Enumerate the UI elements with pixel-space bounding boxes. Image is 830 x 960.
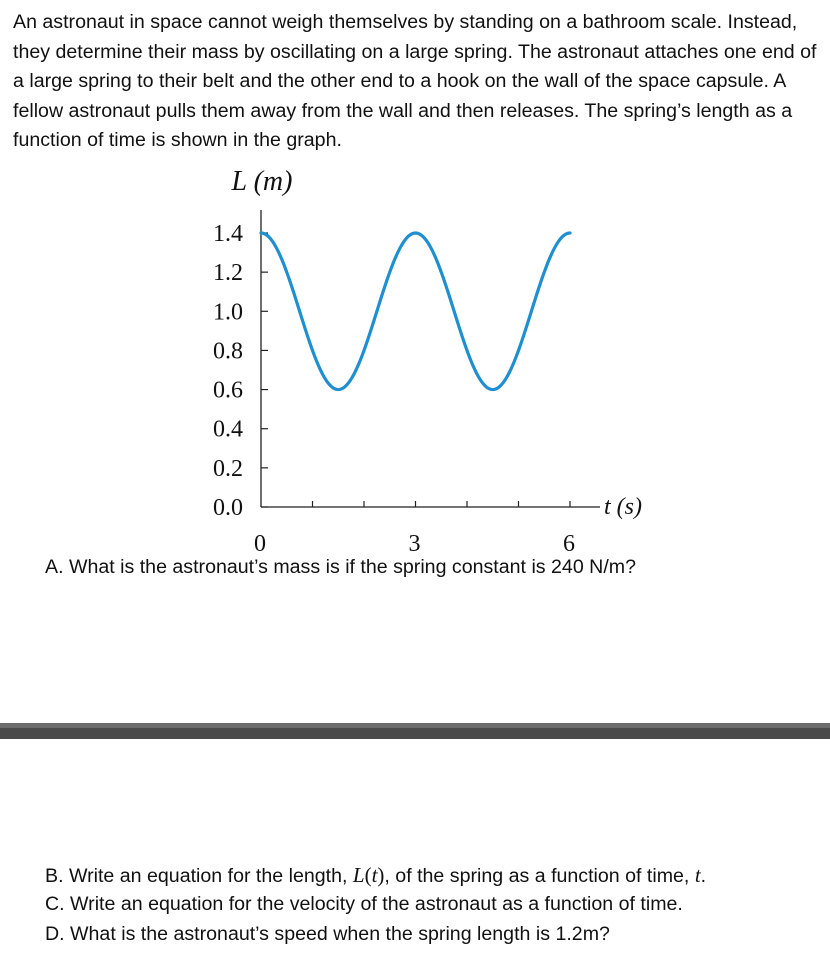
y-tick-label: 1.4 [213,221,243,247]
y-tick-label: 1.2 [213,260,243,287]
question-d: D. What is the astronaut’s speed when the spring length is 1.2m? [45,923,610,945]
y-ticks [213,221,268,521]
y-tick-label: 1.0 [213,299,243,326]
x-ticks [254,501,575,557]
question-b-prefix: B. Write an equation for the length, [45,865,353,887]
question-b-mid: , of the spring as a function of time, [384,865,695,887]
math-l: L [352,863,365,887]
section-divider [0,723,830,739]
question-b [45,861,706,891]
y-tick-label: 0.8 [213,338,243,365]
question-a: A. What is the astronaut’s mass is if the spring constant is 240 N/m? [45,556,636,578]
y-tick-label: 0.4 [213,416,243,443]
math-paren-open: ( [364,863,372,887]
question-b-end: . [700,865,707,887]
x-tick-label: 3 [408,531,421,557]
x-axis-label: t (s) [604,494,642,520]
problem-intro: An astronaut in space cannot weigh themselves by standing on a bathroom scale. Instead, they determine their mass by oscillating on a large spring. The astronaut attaches one end of a large spring to their belt and the other end to a hook on the wall of the space capsule. A fellow astronaut pulls them away from the wall and then releases. The spring’s length as a function of time is shown in the graph. [13,11,817,151]
y-tick-label: 0.6 [213,377,243,404]
x-tick-label: 6 [563,531,575,557]
y-axis-label: L (m) [231,166,293,197]
spring-length-curve [261,233,570,390]
y-tick-label: 0.2 [213,455,243,482]
x-tick-label: 0 [254,531,266,557]
question-c: C. Write an equation for the velocity of the astronaut as a function of time. [45,893,683,915]
math-paren-close: ) [377,863,385,887]
math-t-var: t [694,863,701,887]
math-t: t [371,863,378,887]
y-tick-label: 0.0 [213,495,243,521]
